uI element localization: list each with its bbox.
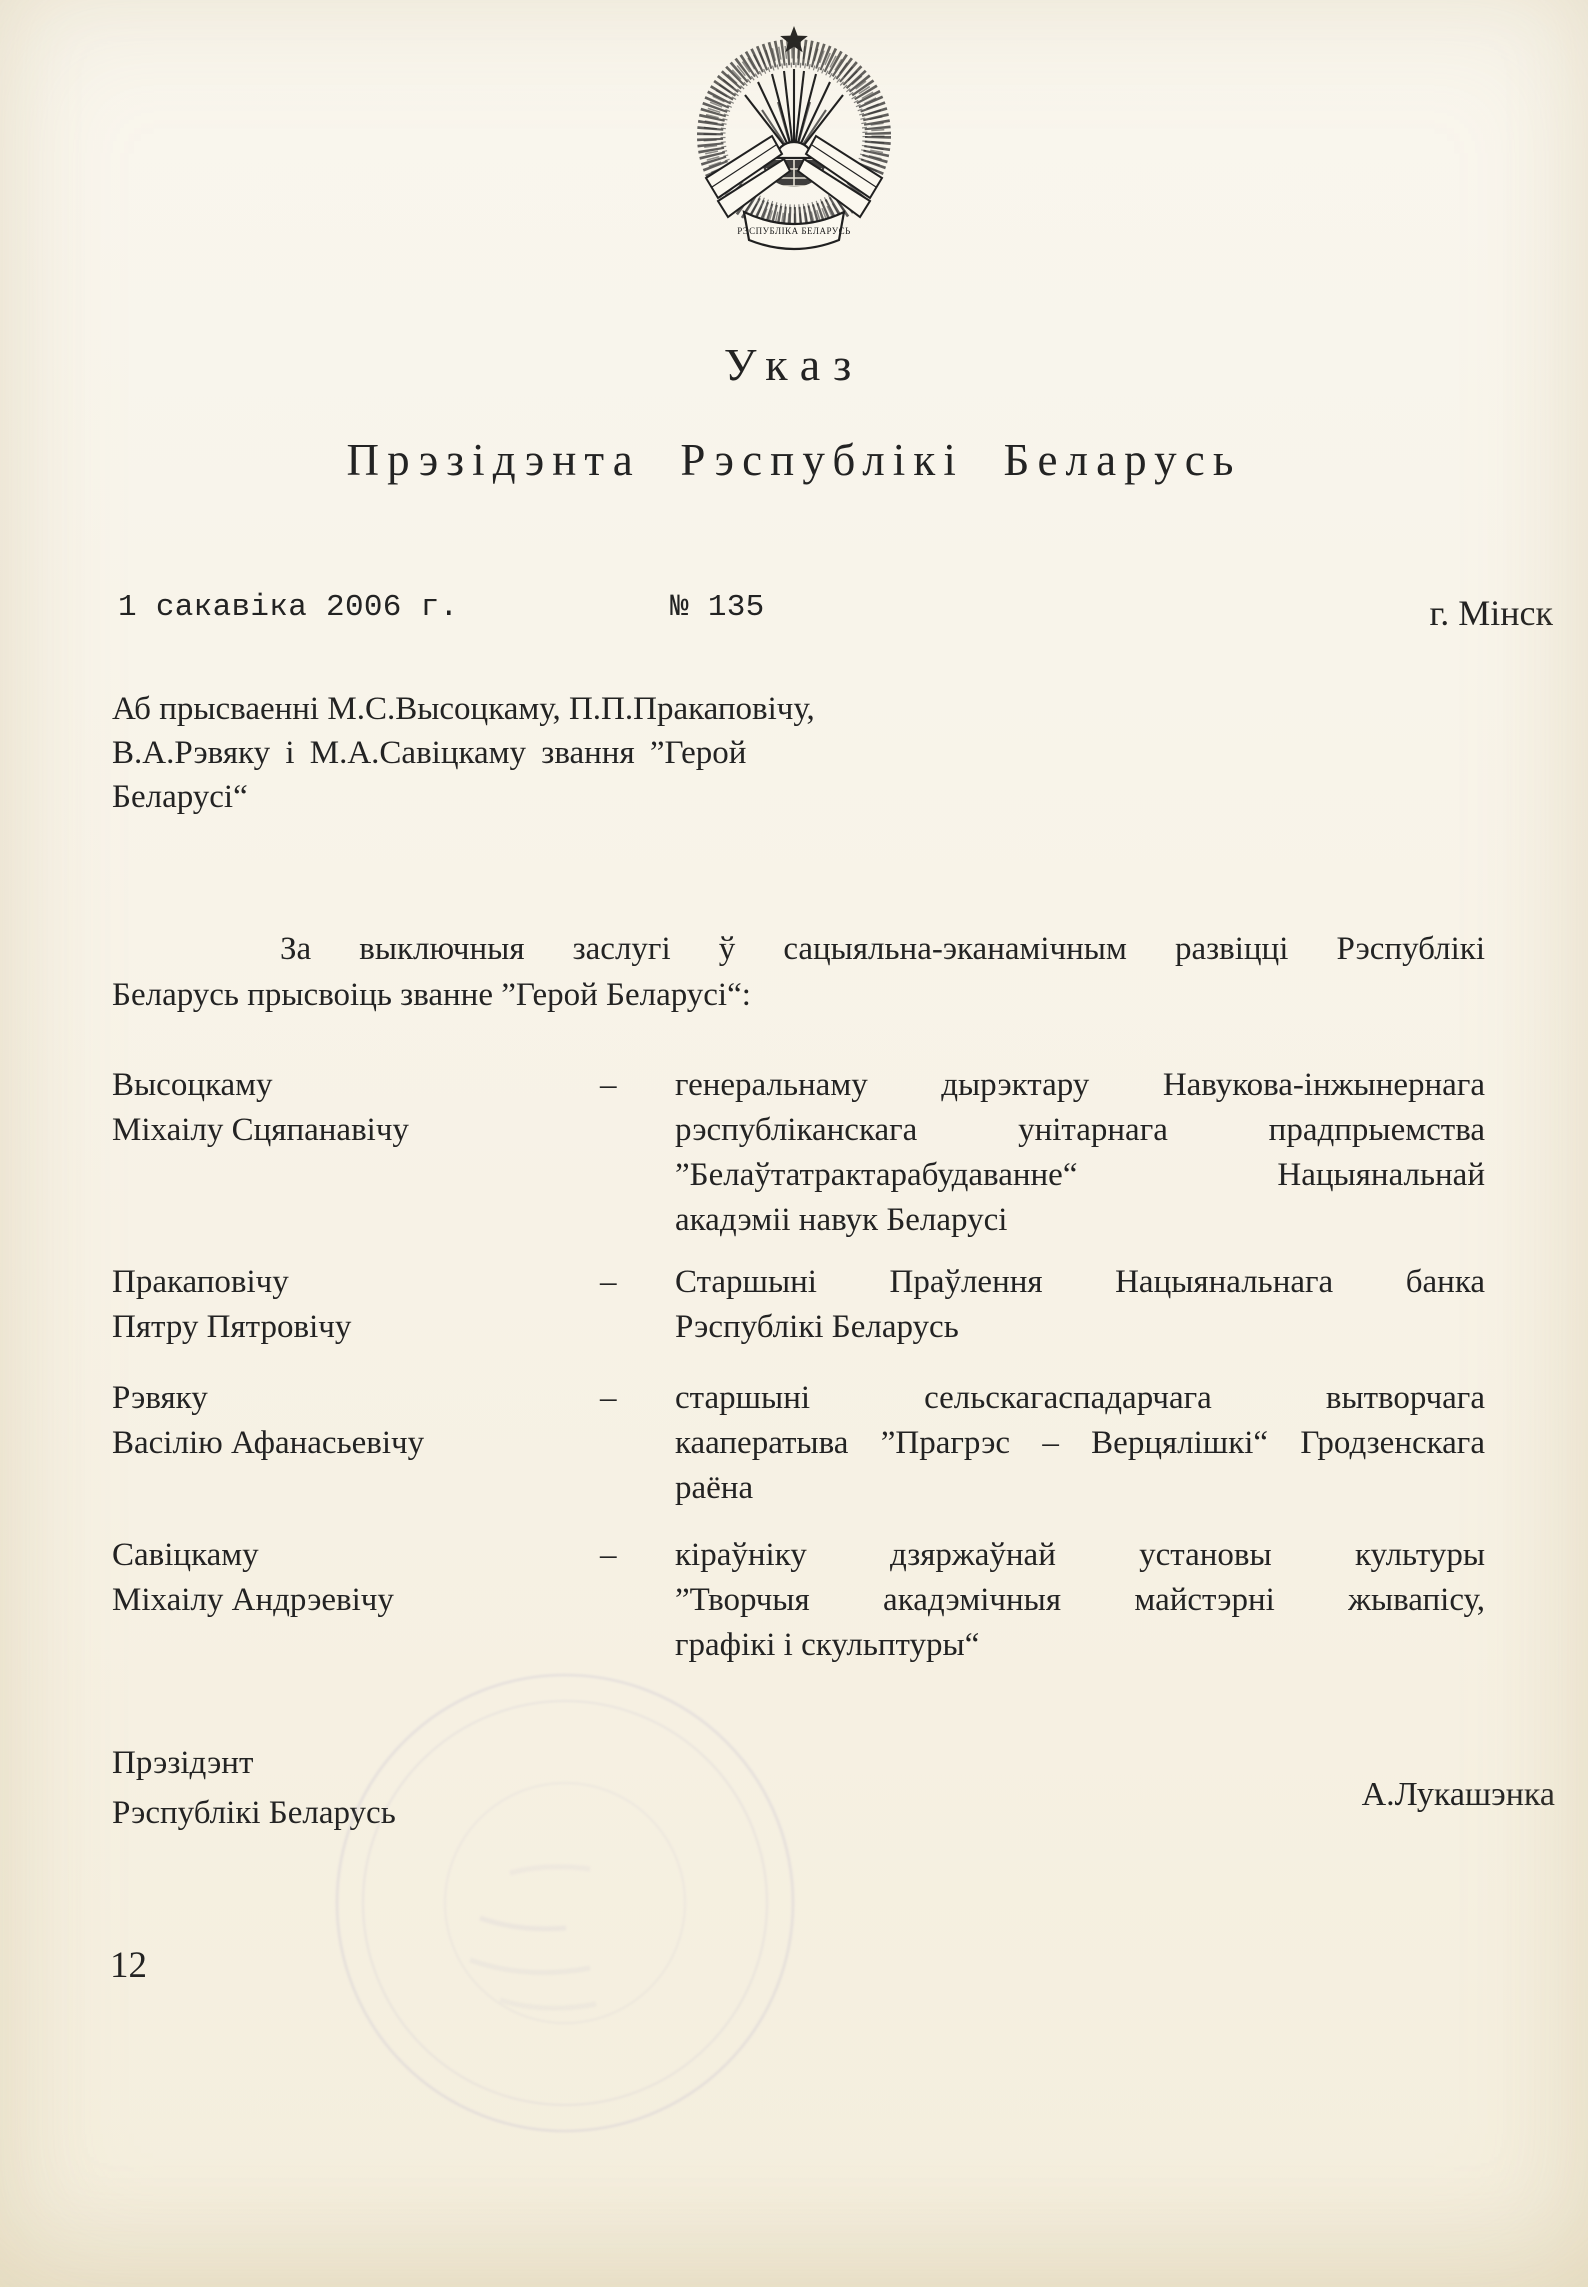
subject-line: Аб прысваенні М.С.Высоцкаму, П.П.Пракаповічу, xyxy=(112,691,815,727)
entry-description xyxy=(675,1376,1485,1511)
award-entry xyxy=(112,1533,1485,1668)
entry-dash: – xyxy=(600,1380,617,1416)
entry-description-line: кіраўніку дзяржаўнай установы культуры xyxy=(675,1537,1485,1573)
decree-number: № 135 xyxy=(670,590,765,625)
entry-description xyxy=(675,1260,1485,1350)
entry-description-line: раёна xyxy=(675,1470,754,1506)
entry-description-line: Старшыні Праўлення Нацыянальнага банка xyxy=(675,1264,1485,1300)
recipient-name xyxy=(112,1260,600,1350)
intro-paragraph xyxy=(112,926,1485,1018)
award-entry xyxy=(112,1260,1485,1350)
recipient-name xyxy=(112,1063,600,1243)
subject-block xyxy=(112,687,815,819)
doc-type-title: Указ xyxy=(723,339,865,390)
entry-dash: – xyxy=(600,1264,617,1300)
recipient-name-line: Пракаповічу xyxy=(112,1264,289,1300)
entry-description-line: ”Белаўтатрактарабудаванне“ Нацыянальнай xyxy=(675,1157,1485,1193)
entry-description-line: акадэміі навук Беларусі xyxy=(675,1202,1008,1238)
recipient-name-line: Высоцкаму xyxy=(112,1067,273,1103)
signer-title-line: Рэспублікі Беларусь xyxy=(112,1795,396,1831)
decree-city: г. Мінск xyxy=(1429,593,1553,633)
ribbon-text: РЭСПУБЛІКА БЕЛАРУСЬ xyxy=(737,226,851,236)
entry-description xyxy=(675,1533,1485,1668)
award-entry xyxy=(112,1063,1485,1243)
recipient-name xyxy=(112,1533,600,1668)
recipient-name-line: Васілію Афанасьевічу xyxy=(112,1425,425,1461)
subject-line: Беларусі“ xyxy=(112,779,248,815)
entry-dash: – xyxy=(600,1067,617,1103)
award-entry xyxy=(112,1376,1485,1511)
entry-description-line: ”Творчыя акадэмічныя майстэрні жывапісу, xyxy=(675,1582,1485,1618)
belarus-coat-of-arms-icon xyxy=(688,18,900,256)
decree-date: 1 сакавіка 2006 г. xyxy=(118,590,459,625)
entry-description-line: кааператыва ”Прагрэс – Верцялішкі“ Гродзенскага xyxy=(675,1425,1485,1461)
entry-description-line: рэспубліканскага унітарнага прадпрыемства xyxy=(675,1112,1485,1148)
recipient-name-line: Савіцкаму xyxy=(112,1537,259,1573)
entry-description-line: графікі і скульптуры“ xyxy=(675,1627,980,1663)
recipient-name-line: Пятру Пятровічу xyxy=(112,1309,352,1345)
subject-line: В.А.Рэвяку і М.А.Савіцкаму звання ”Герой xyxy=(112,735,747,771)
ink-stamp xyxy=(330,1668,800,2138)
meta-row xyxy=(112,590,1553,636)
coat-of-arms-svg xyxy=(688,18,900,256)
signer-title-block xyxy=(112,1738,396,1838)
page-number: 12 xyxy=(110,1945,147,1986)
intro-line: За выключныя заслугі ў сацыяльна-эканамічным развіцці Рэспублікі xyxy=(280,931,1485,967)
entry-description-line: генеральнаму дырэктару Навукова-інжынернага xyxy=(675,1067,1485,1103)
recipient-name-line: Міхаілу Андрэевічу xyxy=(112,1582,394,1618)
issuer-title: Прэзідэнта Рэспублікі Беларусь xyxy=(346,435,1242,485)
recipient-name-line: Рэвяку xyxy=(112,1380,208,1416)
entry-description xyxy=(675,1063,1485,1243)
entry-description-line: Рэспублікі Беларусь xyxy=(675,1309,959,1345)
entry-description-line: старшыні сельскагаспадарчага вытворчага xyxy=(675,1380,1485,1416)
intro-line: Беларусь прысвоіць званне ”Герой Беларусі“: xyxy=(112,977,751,1013)
signer-title-line: Прэзідэнт xyxy=(112,1745,254,1781)
entry-dash: – xyxy=(600,1537,617,1573)
signer-name: А.Лукашэнка xyxy=(1361,1776,1555,1813)
recipient-name xyxy=(112,1376,600,1511)
recipient-name-line: Міхаілу Сцяпанавічу xyxy=(112,1112,409,1148)
